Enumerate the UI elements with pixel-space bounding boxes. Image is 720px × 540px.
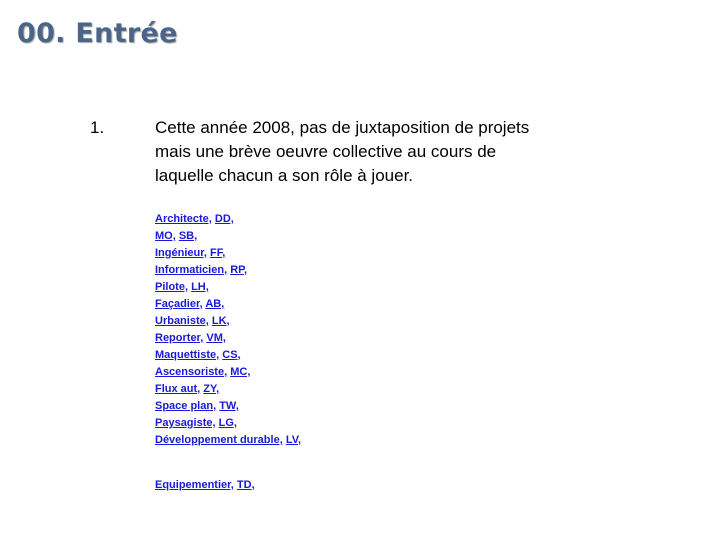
role-link[interactable]: Equipementier,	[155, 479, 234, 491]
role-entry	[155, 347, 301, 364]
role-entry	[155, 398, 301, 415]
initials-link[interactable]: FF,	[210, 247, 226, 259]
role-entry	[155, 211, 301, 228]
slide-title: 00. Entrée	[17, 18, 178, 49]
role-link[interactable]: Paysagiste,	[155, 417, 216, 429]
role-link[interactable]: Flux aut,	[155, 383, 201, 395]
role-entry	[155, 330, 301, 347]
role-link[interactable]: Ascensoriste,	[155, 366, 228, 378]
role-entry	[155, 415, 301, 432]
role-link[interactable]: Reporter,	[155, 332, 204, 344]
role-link[interactable]: Développement durable,	[155, 434, 283, 446]
role-entry	[155, 432, 301, 449]
initials-link[interactable]: CS,	[222, 349, 241, 361]
role-entry	[155, 228, 301, 245]
role-entry	[155, 279, 301, 296]
initials-link[interactable]: LK,	[211, 315, 230, 327]
initials-link[interactable]: VM,	[206, 332, 226, 344]
initials-link[interactable]: ZY,	[203, 383, 220, 395]
role-entry	[155, 381, 301, 398]
role-entry	[155, 364, 301, 381]
role-link[interactable]: Façadier,	[155, 298, 203, 310]
initials-link[interactable]: DD,	[214, 213, 234, 225]
initials-link[interactable]: LH,	[191, 281, 209, 293]
initials-link[interactable]: RP,	[230, 264, 248, 276]
initials-link[interactable]: AB,	[205, 298, 225, 310]
initials-link[interactable]: TD,	[236, 479, 255, 491]
list-item-text: Cette année 2008, pas de juxtaposition de projets mais une brève oeuvre collective au cours de laquelle chacun a son rôle à jouer.	[155, 118, 530, 185]
role-list	[155, 211, 301, 494]
role-entry	[155, 245, 301, 262]
role-link[interactable]: Informaticien,	[155, 264, 228, 276]
role-link[interactable]: Urbaniste,	[155, 315, 209, 327]
initials-link[interactable]: MC,	[230, 366, 251, 378]
initials-link[interactable]: SB,	[178, 230, 198, 242]
role-link[interactable]: MO,	[155, 230, 176, 242]
role-entry	[155, 313, 301, 330]
initials-link[interactable]: LV,	[285, 434, 302, 446]
list-item-number: 1.	[90, 118, 105, 137]
role-link[interactable]: Ingénieur,	[155, 247, 207, 259]
role-link[interactable]: Pilote,	[155, 281, 189, 293]
role-entry	[155, 262, 301, 279]
role-link[interactable]: Architecte,	[155, 213, 212, 225]
initials-link[interactable]: LG,	[218, 417, 237, 429]
role-entry	[155, 477, 301, 494]
role-entry	[155, 296, 301, 313]
role-link[interactable]: Space plan,	[155, 400, 217, 412]
role-link[interactable]: Maquettiste,	[155, 349, 220, 361]
initials-link[interactable]: TW,	[219, 400, 239, 412]
